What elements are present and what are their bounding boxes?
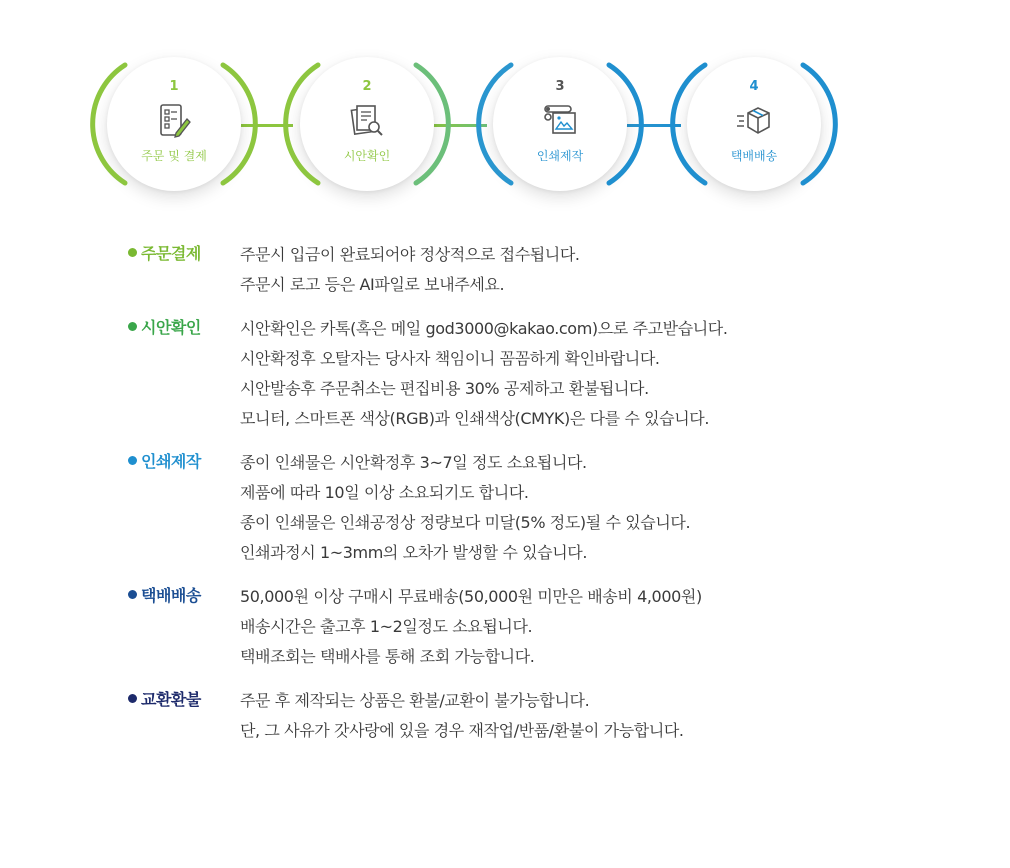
- info-line: 종이 인쇄물은 시안확정후 3~7일 정도 소요됩니다.: [240, 453, 587, 472]
- info-line: 주문 후 제작되는 상품은 환불/교환이 불가능합니다.: [240, 691, 590, 710]
- section-heading: [128, 314, 240, 434]
- step-label: 인쇄제작: [536, 149, 584, 163]
- step-number: 2: [362, 79, 372, 94]
- section-lines: [240, 314, 848, 434]
- section-order-payment: [128, 240, 848, 300]
- section-heading: [128, 686, 240, 746]
- section-title: 인쇄제작: [141, 452, 201, 471]
- section-title: 시안확인: [141, 318, 201, 337]
- step-label: 택배배송: [730, 149, 778, 163]
- section-lines: [240, 582, 848, 672]
- step-number: 1: [169, 79, 179, 94]
- section-delivery: [128, 582, 848, 672]
- bullet-dot: [128, 456, 137, 465]
- info-line: 종이 인쇄물은 인쇄공정상 정량보다 미달(5% 정도)될 수 있습니다.: [240, 513, 691, 532]
- step-4: [687, 57, 821, 191]
- info-line: 주문시 로고 등은 AI파일로 보내주세요.: [240, 275, 505, 294]
- print-press-icon: [540, 101, 580, 141]
- section-title: 택배배송: [141, 586, 201, 605]
- info-line: 배송시간은 출고후 1~2일정도 소요됩니다.: [240, 617, 533, 636]
- section-title: 주문결제: [141, 244, 201, 263]
- bullet-dot: [128, 694, 137, 703]
- info-line: 인쇄과정시 1~3mm의 오차가 발생할 수 있습니다.: [240, 543, 588, 562]
- info-line: 시안발송후 주문취소는 편집비용 30% 공제하고 환불됩니다.: [240, 379, 649, 398]
- delivery-box-icon: [734, 101, 774, 141]
- info-line: 시안확인은 카톡(혹은 메일 god3000@kakao.com)으로 주고받습니다.: [240, 319, 728, 338]
- section-heading: [128, 448, 240, 568]
- section-print-production: [128, 448, 848, 568]
- step-1: [107, 57, 241, 191]
- section-heading: [128, 240, 240, 300]
- info-line: 주문시 입금이 완료되어야 정상적으로 접수됩니다.: [240, 245, 580, 264]
- section-lines: [240, 240, 848, 300]
- info-sections: [128, 240, 848, 760]
- step-label: 시안확인: [343, 149, 391, 163]
- section-lines: [240, 686, 848, 746]
- step-number: 3: [555, 79, 565, 94]
- info-line: 단, 그 사유가 갓사랑에 있을 경우 재작업/반품/환불이 가능합니다.: [240, 721, 684, 740]
- order-form-icon: [154, 101, 194, 141]
- step-2: [300, 57, 434, 191]
- section-exchange-refund: [128, 686, 848, 746]
- section-proof-check: [128, 314, 848, 434]
- bullet-dot: [128, 248, 137, 257]
- info-line: 시안확정후 오탈자는 당사자 책임이니 꼼꼼하게 확인바랍니다.: [240, 349, 660, 368]
- section-title: 교환환불: [141, 690, 201, 709]
- step-number: 4: [749, 79, 759, 94]
- bullet-dot: [128, 322, 137, 331]
- info-line: 모니터, 스마트폰 색상(RGB)과 인쇄색상(CMYK)은 다를 수 있습니다.: [240, 409, 710, 428]
- bullet-dot: [128, 590, 137, 599]
- info-line: 50,000원 이상 구매시 무료배송(50,000원 미만은 배송비 4,000원): [240, 587, 702, 606]
- step-label: 주문 및 결제: [141, 149, 207, 163]
- section-lines: [240, 448, 848, 568]
- document-search-icon: [347, 101, 387, 141]
- process-steps: [0, 0, 1010, 220]
- step-3: [493, 57, 627, 191]
- info-line: 제품에 따라 10일 이상 소요되기도 합니다.: [240, 483, 529, 502]
- info-line: 택배조회는 택배사를 통해 조회 가능합니다.: [240, 647, 535, 666]
- section-heading: [128, 582, 240, 672]
